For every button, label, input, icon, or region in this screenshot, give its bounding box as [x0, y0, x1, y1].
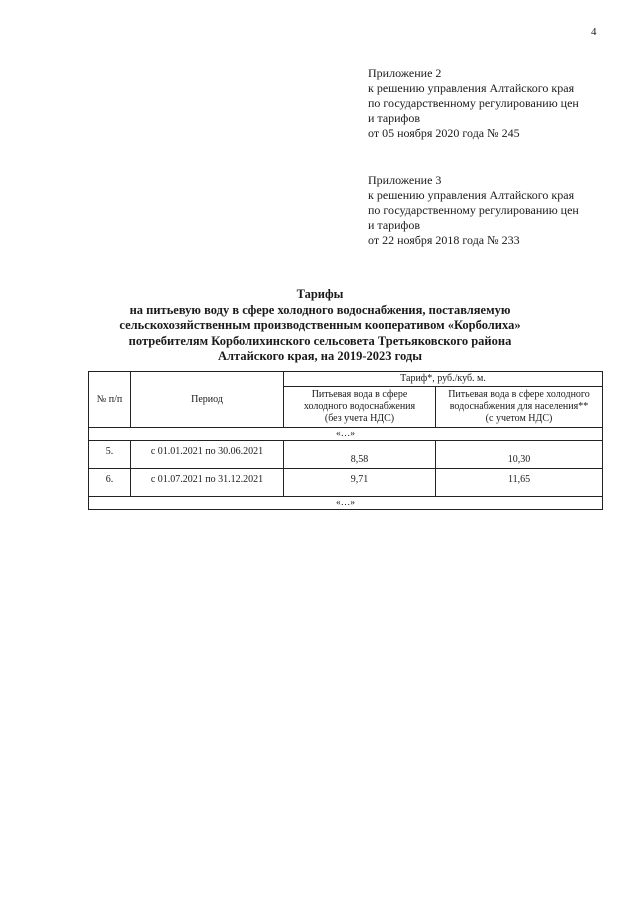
row-period: с 01.07.2021 по 31.12.2021 [131, 469, 284, 497]
title-line: потребителям Корболихинского сельсовета Третьяковского района [128, 333, 512, 348]
header-without-vat-line: холодного водоснабжения [303, 401, 416, 412]
appendix-3-line: Приложение 3 [368, 173, 442, 187]
row-without-vat: 9,71 [284, 469, 436, 497]
appendix-2-line: Приложение 2 [368, 66, 442, 80]
header-period: Период [131, 372, 284, 428]
table-ellipsis-row [89, 497, 603, 510]
tariffs-table [88, 371, 603, 510]
header-without-vat-line: (без учета НДС) [324, 413, 395, 424]
header-without-vat [284, 387, 436, 428]
title-line: Тарифы [296, 287, 344, 301]
table-ellipsis-row [89, 428, 603, 441]
table-row [89, 441, 603, 469]
row-population-with-vat: 11,65 [436, 469, 603, 497]
appendix-3-line: и тарифов [368, 218, 421, 232]
appendix-2-line: по государственному регулированию цен [368, 96, 579, 110]
appendix-2-block [368, 66, 618, 141]
row-num: 6. [89, 469, 131, 497]
ellipsis-cell: «…» [89, 428, 603, 441]
header-population-line: (с учетом НДС) [485, 413, 553, 424]
header-without-vat-line: Питьевая вода в сфере [311, 389, 408, 400]
appendix-2-line: от 05 ноября 2020 года № 245 [368, 126, 520, 140]
document-title [80, 287, 560, 365]
appendix-3-line: к решению управления Алтайского края [368, 188, 575, 202]
header-tariff-group: Тариф*, руб./куб. м. [284, 372, 603, 387]
row-num: 5. [89, 441, 131, 469]
title-line: Алтайского края, на 2019-2023 годы [218, 349, 422, 364]
table-header-row [89, 372, 603, 387]
table-row [89, 469, 603, 497]
title-line: сельскохозяйственным производственным кооперативом «Корболиха» [119, 318, 521, 333]
header-num: № п/п [89, 372, 131, 428]
row-without-vat: 8,58 [284, 441, 436, 469]
header-population-line: водоснабжения для населения** [449, 401, 589, 412]
page-number: 4 [591, 26, 597, 38]
appendix-3-line: по государственному регулированию цен [368, 203, 579, 217]
ellipsis-cell: «…» [89, 497, 603, 510]
appendix-2-line: к решению управления Алтайского края [368, 81, 575, 95]
appendix-2-line: и тарифов [368, 111, 421, 125]
appendix-3-line: от 22 ноября 2018 года № 233 [368, 233, 520, 247]
row-population-with-vat: 10,30 [436, 441, 603, 469]
header-population-line: Питьевая вода в сфере холодного [448, 389, 590, 400]
header-population-with-vat [436, 387, 603, 428]
title-line: на питьевую воду в сфере холодного водоснабжения, поставляемую [129, 302, 511, 317]
appendix-3-block [368, 173, 618, 248]
row-period: с 01.01.2021 по 30.06.2021 [131, 441, 284, 469]
